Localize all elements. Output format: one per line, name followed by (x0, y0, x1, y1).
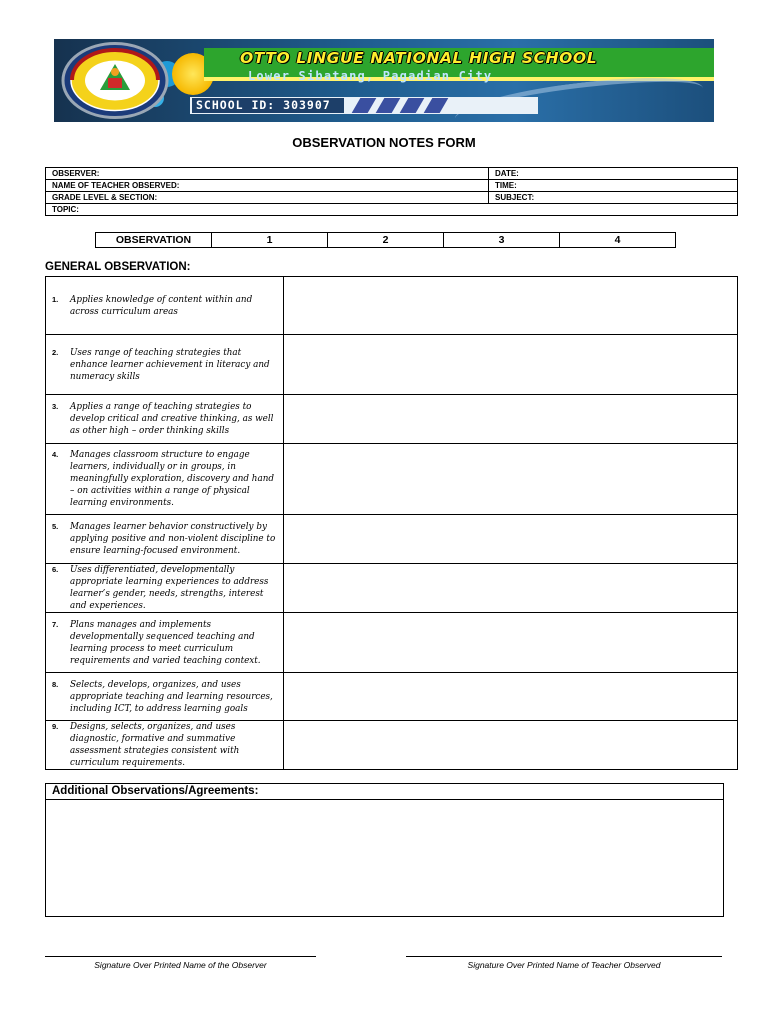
observer-signature-label: Signature Over Printed Name of the Observer (94, 960, 267, 970)
criterion-number: 5. (52, 522, 59, 531)
criterion-cell (46, 395, 284, 444)
subject-field[interactable]: SUBJECT: (489, 192, 738, 204)
criterion-notes-cell[interactable] (284, 277, 738, 335)
school-seal-logo (60, 42, 170, 119)
observer-field[interactable]: OBSERVER: (46, 168, 489, 180)
school-name: OTTO LINGUE NATIONAL HIGH SCHOOL (240, 49, 598, 67)
criterion-row (46, 613, 738, 673)
criterion-cell (46, 444, 284, 515)
criterion-cell (46, 277, 284, 335)
criterion-row (46, 444, 738, 515)
criterion-text: Uses range of teaching strategies that enhance learner achievement in literacy and numeracy skills (70, 347, 270, 382)
criterion-text: Uses differentiated, developmentally appropriate learning experiences to address learner’s gender, needs, strengths, interest and experiences. (70, 565, 269, 611)
criterion-row (46, 673, 738, 721)
criterion-notes-cell[interactable] (284, 395, 738, 444)
observation-info-table (45, 167, 738, 216)
criterion-text: Applies a range of teaching strategies to develop critical and creative thinking, as well as other high – order thinking skills (70, 402, 274, 436)
criterion-row (46, 564, 738, 613)
criterion-notes-cell[interactable] (284, 515, 738, 564)
criterion-cell (46, 721, 284, 770)
criterion-notes-cell[interactable] (284, 335, 738, 395)
criterion-number: 8. (52, 679, 59, 689)
general-observation-table (45, 276, 738, 770)
topic-field[interactable]: TOPIC: (46, 204, 738, 216)
criterion-row (46, 515, 738, 564)
criterion-cell (46, 515, 284, 564)
teacher-signature-line[interactable] (406, 956, 722, 957)
teacher-observed-field[interactable]: NAME OF TEACHER OBSERVED: (46, 180, 489, 192)
time-field[interactable]: TIME: (489, 180, 738, 192)
criterion-notes-cell[interactable] (284, 564, 738, 613)
date-field[interactable]: DATE: (489, 168, 738, 180)
criterion-notes-cell[interactable] (284, 613, 738, 673)
criterion-text: Manages classroom structure to engage learners, individually or in groups, in meaningfully exploration, discovery and hand – on activities within a range of physical learning environments. (70, 450, 275, 508)
criterion-number: 1. (52, 294, 59, 304)
criterion-row (46, 721, 738, 770)
school-id: SCHOOL ID: 303907 (196, 98, 331, 112)
school-location: Lower Sibatang, Pagadian City (248, 69, 493, 83)
school-banner (54, 39, 714, 122)
additional-observations-area[interactable] (46, 800, 723, 916)
observation-2-cell[interactable]: 2 (328, 233, 444, 248)
criterion-text: Manages learner behavior constructively by applying positive and non-violent discipline to ensure learning-focused environment. (70, 522, 276, 556)
observation-number-table (95, 232, 676, 248)
additional-observations-box (45, 783, 724, 917)
criterion-text: Designs, selects, organizes, and uses diagnostic, formative and summative assessment strategies consistent with curriculum requirements. (70, 722, 240, 768)
criterion-notes-cell[interactable] (284, 444, 738, 515)
criterion-row (46, 277, 738, 335)
criterion-row (46, 395, 738, 444)
criterion-number: 7. (52, 619, 59, 629)
criterion-notes-cell[interactable] (284, 721, 738, 770)
criterion-row (46, 335, 738, 395)
observation-4-cell[interactable]: 4 (560, 233, 676, 248)
criterion-cell (46, 564, 284, 613)
criterion-number: 4. (52, 450, 59, 459)
form-title: OBSERVATION NOTES FORM (292, 135, 476, 150)
teacher-signature-label: Signature Over Printed Name of Teacher Observed (467, 960, 661, 970)
criterion-cell (46, 335, 284, 395)
observation-1-cell[interactable]: 1 (212, 233, 328, 248)
criterion-number: 6. (52, 565, 59, 574)
criterion-number: 2. (52, 347, 59, 357)
criterion-text: Selects, develops, organizes, and uses appropriate teaching and learning resources, including ICT, to address learning goals (70, 679, 273, 714)
criterion-text: Plans manages and implements developmentally sequenced teaching and learning process to meet curriculum requirements and varied teaching context. (70, 619, 261, 666)
criterion-number: 9. (52, 722, 59, 731)
criterion-cell (46, 613, 284, 673)
criterion-notes-cell[interactable] (284, 673, 738, 721)
general-observation-heading: GENERAL OBSERVATION: (45, 261, 191, 273)
criterion-cell (46, 673, 284, 721)
observer-signature-line[interactable] (45, 956, 316, 957)
observation-label: OBSERVATION (96, 233, 212, 248)
criterion-number: 3. (52, 402, 59, 411)
criterion-text: Applies knowledge of content within and across curriculum areas (70, 294, 253, 317)
observation-3-cell[interactable]: 3 (444, 233, 560, 248)
grade-section-field[interactable]: GRADE LEVEL & SECTION: (46, 192, 489, 204)
additional-observations-label: Additional Observations/Agreements: (46, 784, 723, 800)
